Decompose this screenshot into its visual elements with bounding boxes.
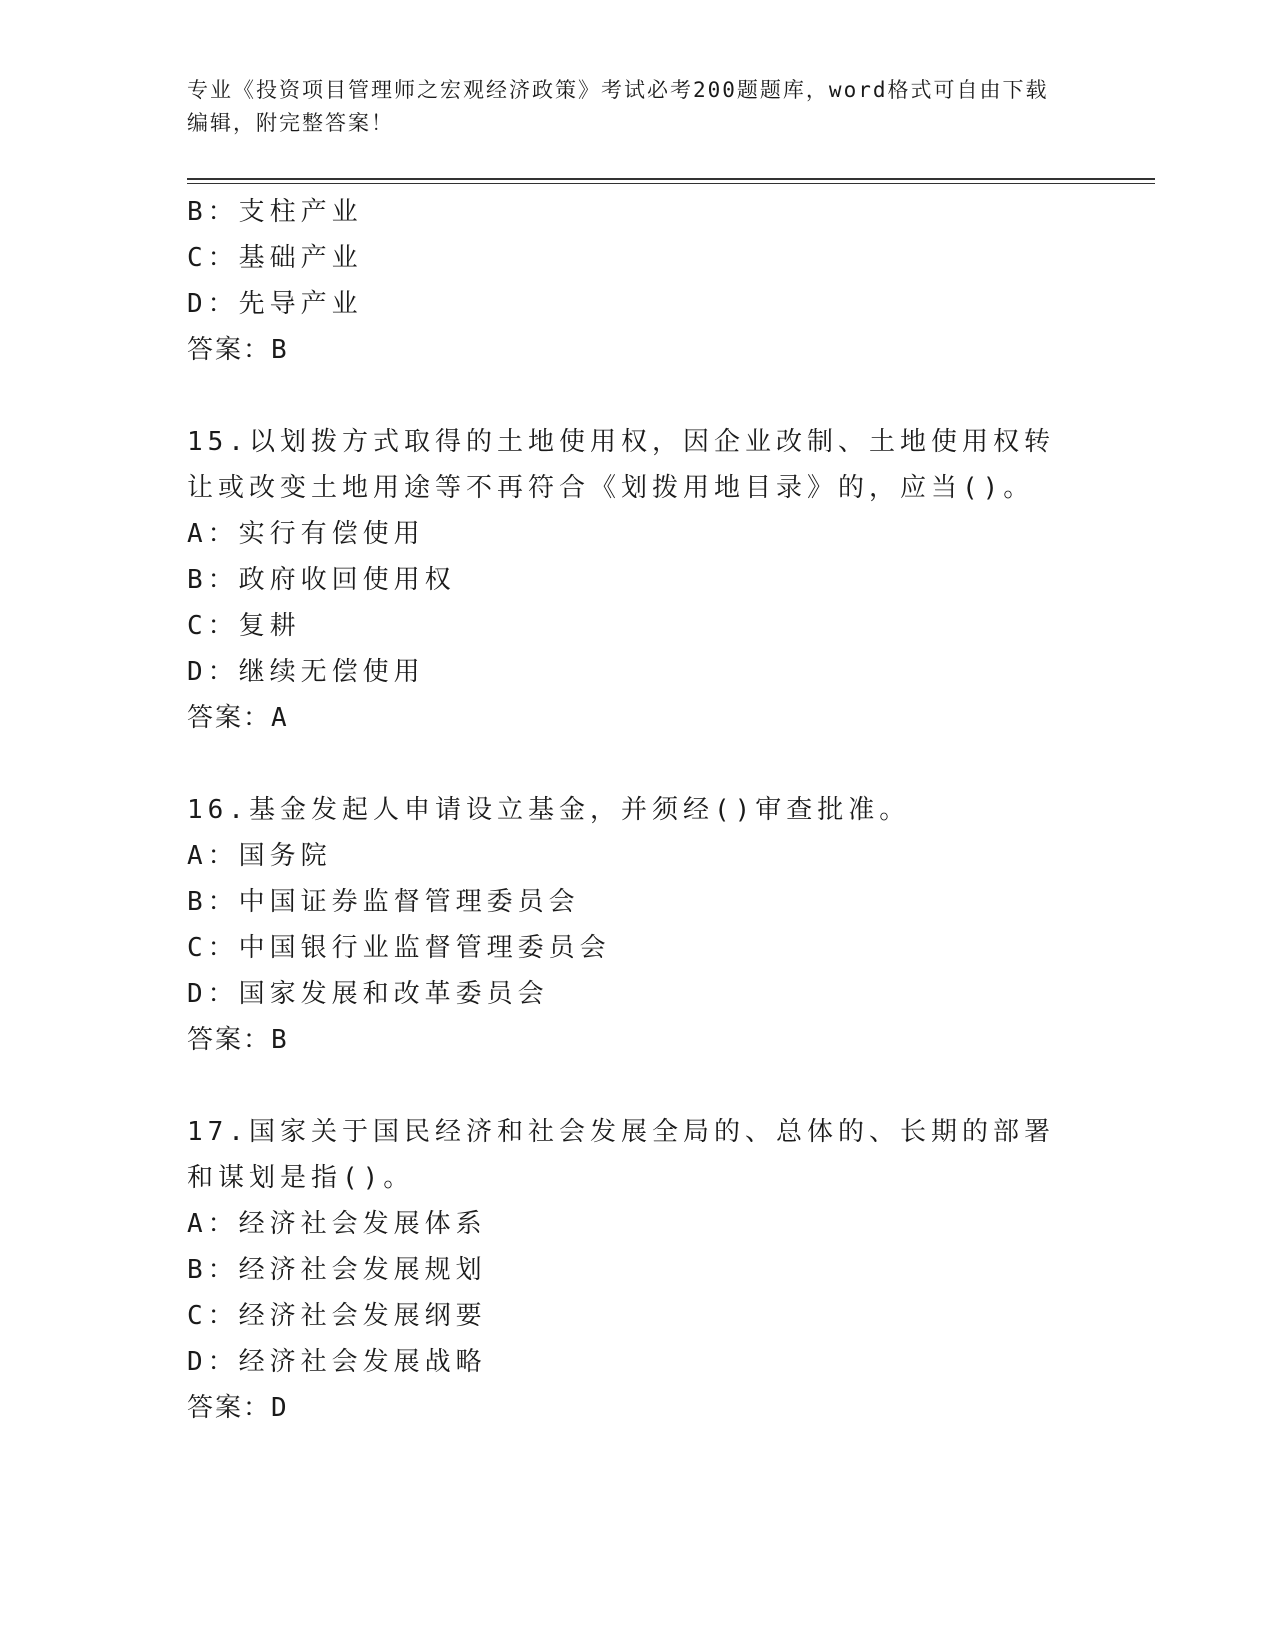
option-d: D：先导产业 (187, 289, 363, 319)
option-c: C：经济社会发展纲要 (187, 1301, 487, 1331)
answer-line: 答案：B (187, 1025, 289, 1055)
header-rule-thick (187, 178, 1155, 180)
option-b: B：经济社会发展规划 (187, 1255, 487, 1285)
option-d: D：经济社会发展战略 (187, 1347, 487, 1377)
option-d: D：继续无偿使用 (187, 657, 425, 687)
answer-line: 答案：B (187, 335, 289, 365)
answer-line: 答案：A (187, 703, 289, 733)
option-a: A：经济社会发展体系 (187, 1209, 487, 1239)
question-stem: 16.基金发起人申请设立基金，并须经()审查批准。 (187, 795, 911, 825)
question-17 (187, 1109, 1155, 1431)
option-b: B：政府收回使用权 (187, 565, 456, 595)
question-stem: 15.以划拨方式取得的土地使用权，因企业改制、土地使用权转让或改变土地用途等不再符合《划拨用地目录》的，应当()。 (187, 427, 1055, 503)
question-16 (187, 787, 1155, 1063)
header-rule-thin (187, 183, 1155, 184)
question-15 (187, 419, 1155, 741)
document-header: 专业《投资项目管理师之宏观经济政策》考试必考200题题库，word格式可自由下载编辑，附完整答案！ (187, 78, 1049, 135)
question-list (187, 189, 1155, 1431)
option-a: A：实行有偿使用 (187, 519, 425, 549)
option-c: C：基础产业 (187, 243, 363, 273)
option-c: C：中国银行业监督管理委员会 (187, 933, 611, 963)
option-b: B：中国证券监督管理委员会 (187, 887, 580, 917)
answer-line: 答案：D (187, 1393, 289, 1423)
option-a: A：国务院 (187, 841, 332, 871)
option-b: B：支柱产业 (187, 197, 363, 227)
question-stem: 17.国家关于国民经济和社会发展全局的、总体的、长期的部署和谋划是指()。 (187, 1117, 1055, 1193)
option-d: D：国家发展和改革委员会 (187, 979, 549, 1009)
option-c: C：复耕 (187, 611, 301, 641)
